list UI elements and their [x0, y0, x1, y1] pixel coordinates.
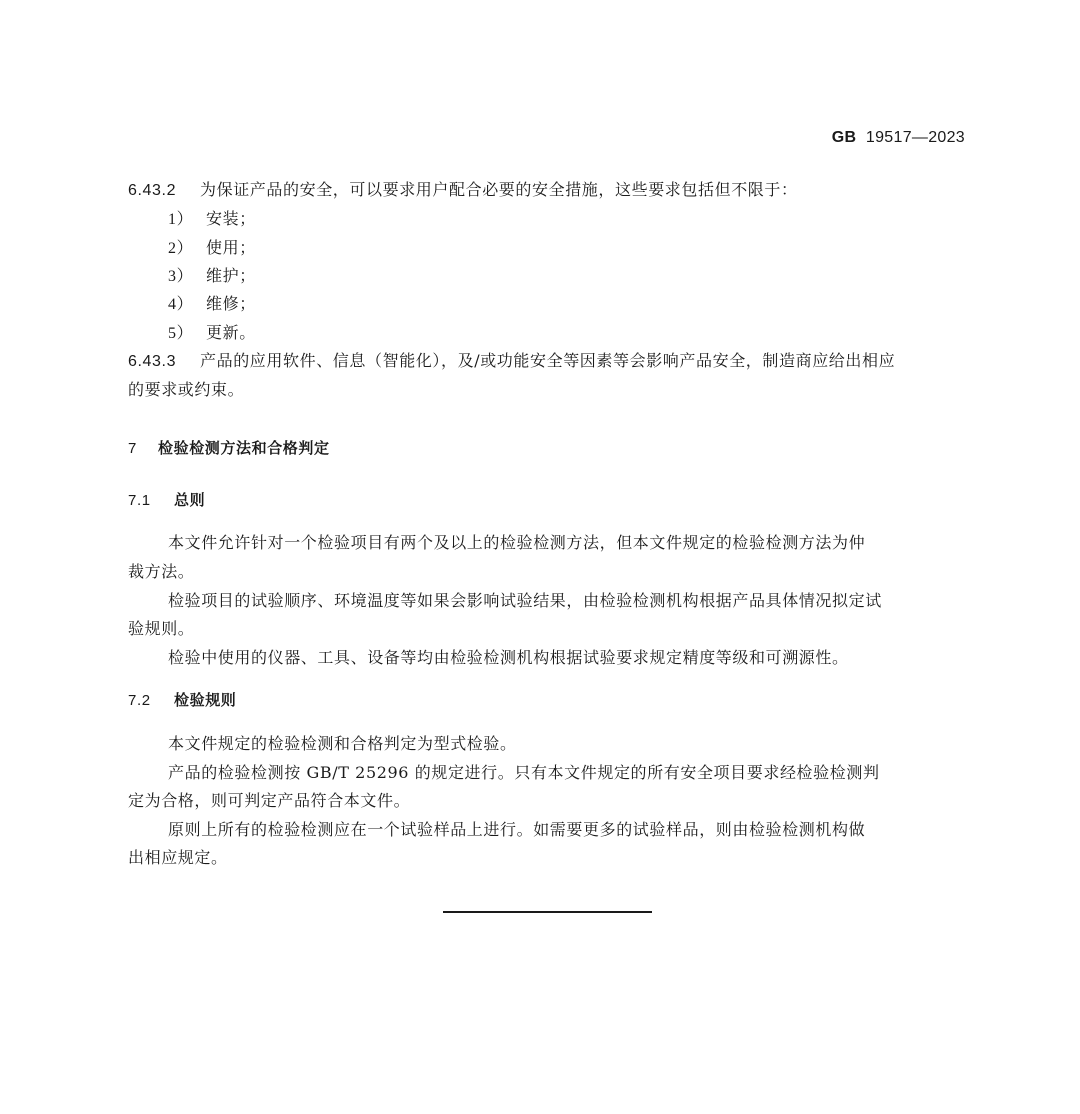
list-item-number: 2） — [168, 240, 194, 257]
clause-text-continuation: 的要求或约束。 — [128, 380, 245, 399]
section-number: 7.2 — [128, 692, 151, 709]
paragraph-line: 检验项目的试验顺序、环境温度等如果会影响试验结果，由检验检测机构根据产品具体情况拟定试 — [168, 591, 882, 610]
paragraph-line: 验规则。 — [128, 619, 195, 638]
standard-code-number: 19517—2023 — [865, 129, 965, 146]
list-item-number: 1） — [168, 211, 194, 228]
paragraph-line: 检验中使用的仪器、工具、设备等均由检验检测机构根据试验要求规定精度等级和可溯源性。 — [168, 648, 849, 667]
clause-6-43-3 — [128, 350, 966, 373]
paragraph-line: 出相应规定。 — [128, 848, 228, 867]
list-item — [168, 237, 1006, 260]
list-item-text: 使用； — [206, 238, 256, 257]
standard-code-prefix: GB — [831, 129, 857, 146]
clause-6-43-2 — [128, 179, 966, 202]
paragraph-line: 原则上所有的检验检测应在一个试验样品上进行。如需要更多的试验样品，则由检验检测机构做 — [168, 820, 866, 839]
section-number: 7.1 — [128, 492, 151, 509]
paragraph-line: 产品的检验检测按 GB/T 25296 的规定进行。只有本文件规定的所有安全项目要求经检验检测判 — [168, 763, 880, 782]
list-item — [168, 293, 1006, 316]
clause-number: 6.43.2 — [128, 182, 177, 199]
clause-text-line: 产品的应用软件、信息（智能化），及/或功能安全等因素等会影响产品安全，制造商应给出相应 — [200, 351, 896, 370]
standard-code-header — [760, 129, 965, 147]
section-heading-7-1 — [128, 489, 205, 512]
clause-number: 6.43.3 — [128, 353, 177, 370]
list-item — [168, 265, 1006, 288]
list-item-text: 安装； — [206, 209, 256, 228]
section-number: 7 — [128, 440, 137, 457]
end-of-document-rule — [443, 911, 652, 913]
paragraph-line: 定为合格，则可判定产品符合本文件。 — [128, 791, 411, 810]
paragraph-line: 裁方法。 — [128, 562, 195, 581]
paragraph-line: 本文件允许针对一个检验项目有两个及以上的检验检测方法，但本文件规定的检验检测方法为仲 — [168, 533, 866, 552]
section-heading-7-2 — [128, 689, 236, 712]
list-item — [168, 322, 1006, 345]
clause-text: 为保证产品的安全，可以要求用户配合必要的安全措施，这些要求包括但不限于： — [200, 180, 798, 199]
section-title: 检验检测方法和合格判定 — [158, 439, 330, 457]
paragraph-line: 本文件规定的检验检测和合格判定为型式检验。 — [168, 734, 517, 753]
list-item-number: 3） — [168, 268, 194, 285]
list-item-number: 4） — [168, 296, 194, 313]
section-heading-7 — [128, 437, 330, 460]
section-title: 检验规则 — [174, 691, 237, 709]
list-item-text: 维护； — [206, 266, 256, 285]
list-item-number: 5） — [168, 325, 194, 342]
list-item-text: 更新。 — [206, 323, 256, 342]
section-title: 总则 — [174, 491, 206, 509]
list-item-text: 维修； — [206, 294, 256, 313]
list-item — [168, 208, 1006, 231]
